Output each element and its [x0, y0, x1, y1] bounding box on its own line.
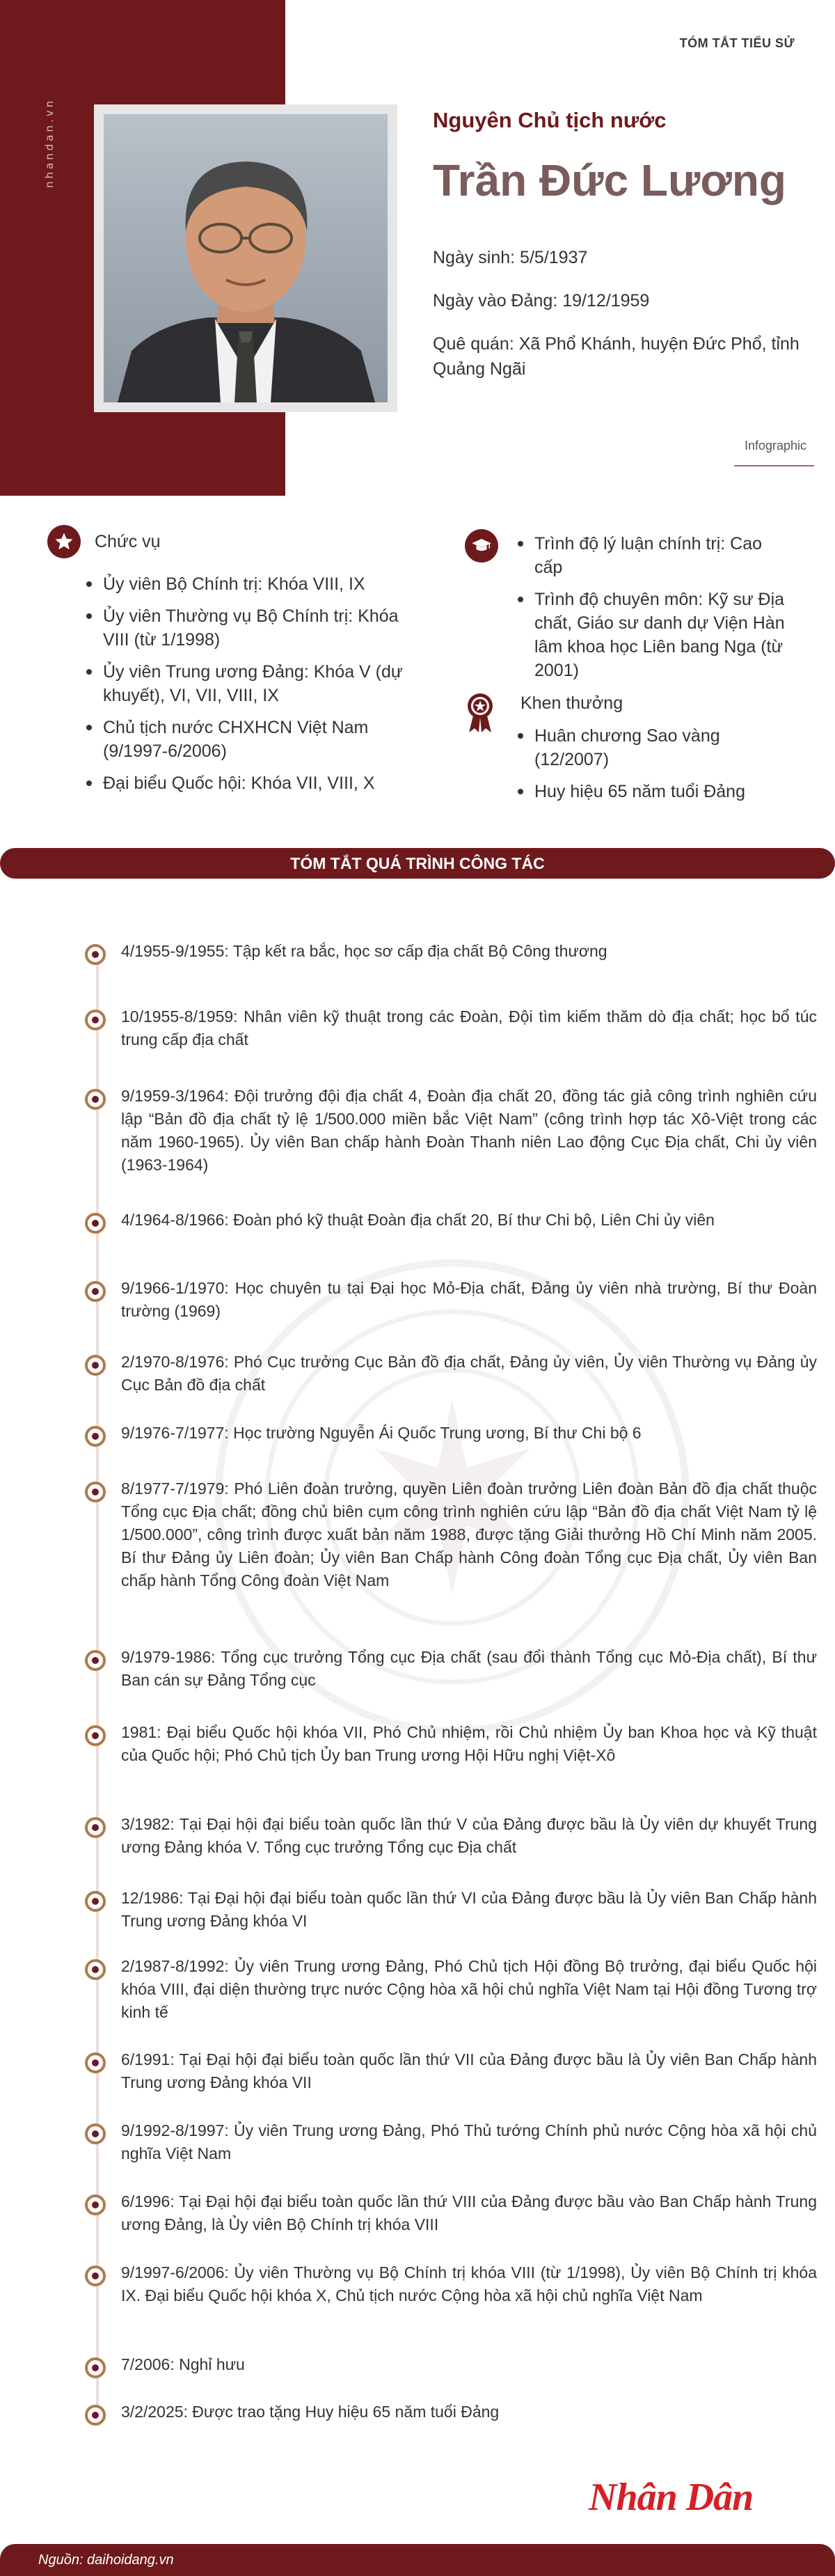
timeline-dot — [85, 1281, 106, 1302]
timeline-dot — [85, 1355, 106, 1376]
timeline-dot — [85, 1650, 106, 1671]
timeline-dot — [85, 2194, 106, 2215]
education-list — [515, 532, 793, 691]
timeline-dot — [85, 2123, 106, 2144]
timeline-text: 9/1997-6/2006: Ủy viên Thường vụ Bộ Chính trị khóa VIII (từ 1/1998), Ủy viên Bộ Chính trị khóa IX. Đại biểu Quốc hội khóa X, Chủ tịch nước Cộng hòa xã hội chủ nghĩa Việt Nam — [121, 2263, 817, 2304]
education-item: Trình độ lý luận chính trị: Cao cấp — [515, 532, 793, 579]
star-icon — [47, 525, 81, 558]
positions-heading: Chức vụ — [95, 532, 161, 551]
timeline-text: 7/2006: Nghỉ hưu — [121, 2355, 245, 2373]
position-item: Chủ tịch nước CHXHCN Việt Nam (9/1997-6/2006) — [84, 716, 411, 763]
timeline-dot — [85, 2052, 106, 2073]
awards-list — [515, 724, 793, 812]
infographic-label: Infographic — [745, 439, 807, 453]
timeline-dot — [85, 1213, 106, 1234]
timeline-title: TÓM TẮT QUÁ TRÌNH CÔNG TÁC — [290, 854, 545, 872]
timeline-dot — [85, 1959, 106, 1980]
portrait-photo — [104, 114, 388, 402]
person-name: Trần Đức Lương — [433, 155, 786, 205]
timeline-text: 9/1992-8/1997: Ủy viên Trung ương Đảng, Phó Thủ tướng Chính phủ nước Cộng hòa xã hội chủ nghĩa Việt Nam — [121, 2121, 817, 2162]
summary-section — [0, 515, 835, 822]
timeline-text: 6/1991: Tại Đại hội đại biểu toàn quốc lần thứ VII của Đảng được bầu là Ủy viên Ban Chấp hành Trung ương Đảng khóa VII — [121, 2050, 817, 2091]
timeline-dot — [85, 1426, 106, 1447]
position-item: Ủy viên Bộ Chính trị: Khóa VIII, IX — [84, 572, 411, 596]
medal-icon — [465, 692, 495, 734]
infographic-underline — [734, 465, 814, 466]
position-item: Ủy viên Trung ương Đảng: Khóa V (dự khuyết), VI, VII, VIII, IX — [84, 660, 411, 707]
timeline-text: 3/1982: Tại Đại hội đại biểu toàn quốc lần thứ V của Đảng được bầu là Ủy viên dự khuyết Trung ương Đảng khóa V. Tổng cục trưởng Tổng cục Địa chất — [121, 1815, 817, 1856]
timeline-dot — [85, 1089, 106, 1110]
timeline-text: 12/1986: Tại Đại hội đại biểu toàn quốc lần thứ VI của Đảng được bầu là Ủy viên Ban Chấp hành Trung ương Đảng khóa VI — [121, 1889, 817, 1930]
site-name-vertical: nhandan.vn — [43, 97, 56, 188]
position-item: Ủy viên Thường vụ Bộ Chính trị: Khóa VIII (từ 1/1998) — [84, 604, 411, 652]
timeline-text: 4/1955-9/1955: Tập kết ra bắc, học sơ cấp địa chất Bộ Công thương — [121, 942, 607, 960]
position-item: Đại biểu Quốc hội: Khóa VII, VIII, X — [84, 771, 411, 795]
timeline-dot — [85, 1010, 106, 1030]
timeline-text: 4/1964-8/1966: Đoàn phó kỹ thuật Đoàn địa chất 20, Bí thư Chi bộ, Liên Chi ủy viên — [121, 1211, 715, 1229]
portrait-illustration — [104, 114, 388, 402]
timeline-text: 9/1959-3/1964: Đội trưởng đội địa chất 4, Đoàn địa chất 20, đồng tác giả công trình nghiên cứu lập “Bản đồ địa chất tỷ lệ 1/500.000 miền bắc Việt Nam” (công trình hợp tác Xô-Việt trong các năm 1960-1965). Ủy viên Ban chấp hành Đoàn Thanh niên Lao động Cục Địa chất, Chi ủy viên (1963-1964) — [121, 1087, 817, 1174]
timeline-dot — [85, 2405, 106, 2426]
timeline-dot — [85, 944, 106, 965]
education-item: Trình độ chuyên môn: Kỹ sư Địa chất, Giáo sư danh dự Viện Hàn lâm khoa học Liên bang Nga (từ 2001) — [515, 588, 793, 682]
header — [0, 0, 835, 496]
timeline-text: 3/2/2025: Được trao tặng Huy hiệu 65 năm tuổi Đảng — [121, 2403, 500, 2421]
graduation-cap-icon — [465, 529, 498, 563]
award-item: Huy hiệu 65 năm tuổi Đảng — [515, 780, 793, 803]
timeline-text: 9/1976-7/1977: Học trường Nguyễn Ái Quốc Trung ương, Bí thư Chi bộ 6 — [121, 1424, 642, 1442]
timeline-text: 9/1966-1/1970: Học chuyên tu tại Đại học Mỏ-Địa chất, Đảng ủy viên nhà trường, Bí thư Đoàn trường (1969) — [121, 1279, 817, 1320]
award-item: Huân chương Sao vàng (12/2007) — [515, 724, 793, 771]
timeline-dot — [85, 2357, 106, 2378]
top-label: TÓM TẮT TIỂU SỬ — [679, 36, 795, 50]
timeline-text: 8/1977-7/1979: Phó Liên đoàn trưởng, quyền Liên đoàn trưởng Liên đoàn Bản đồ địa chất thuộc Tổng cục Địa chất; đồng chủ biên cụm công trình nghiên cứu lập “Bản đồ địa chất Việt Nam tỷ lệ 1/500.000”, công trình được xuất bản năm 1988, được tặng Giải thưởng Hồ Chí Minh năm 2005. Bí thư Đảng ủy Liên đoàn; Ủy viên Ban Chấp hành Công đoàn Tổng cục Địa chất, Ủy viên Ban chấp hành Tổng Công đoàn Việt Nam — [121, 1479, 817, 1589]
timeline-dot — [85, 1725, 106, 1746]
positions-list — [84, 572, 411, 803]
timeline-dot — [85, 1891, 106, 1912]
timeline-text: 10/1955-8/1959: Nhân viên kỹ thuật trong các Đoàn, Đội tìm kiếm thăm dò địa chất; học bổ túc trung cấp địa chất — [121, 1007, 817, 1049]
timeline-dot — [85, 1817, 106, 1838]
timeline-text: 6/1996: Tại Đại hội đại biểu toàn quốc lần thứ VIII của Đảng được bầu vào Ban Chấp hành Trung ương Đảng, là Ủy viên Bộ Chính trị khóa VIII — [121, 2192, 817, 2233]
timeline-text: 2/1970-8/1976: Phó Cục trưởng Cục Bản đồ địa chất, Đảng ủy viên, Ủy viên Thường vụ Đảng ủy Cục Bản đồ địa chất — [121, 1353, 817, 1394]
timeline — [0, 879, 835, 2445]
timeline-text: 2/1987-8/1992: Ủy viên Trung ương Đảng, Phó Chủ tịch Hội đồng Bộ trưởng, đại biểu Quốc hội khóa VIII, đại diện thường trực nước Cộng hòa xã hội chủ nghĩa Việt Nam tại Hội đồng Tương trợ kinh tế — [121, 1957, 817, 2021]
timeline-text: 1981: Đại biểu Quốc hội khóa VII, Phó Chủ nhiệm, rồi Chủ nhiệm Ủy ban Khoa học và Kỹ thuật của Quốc hội; Phó Chủ tịch Ủy ban Trung ương Hội Hữu nghị Việt-Xô — [121, 1723, 817, 1764]
portrait-frame — [94, 104, 397, 412]
hometown: Quê quán: Xã Phổ Khánh, huyện Đức Phổ, tỉnh Quảng Ngãi — [433, 334, 800, 379]
timeline-title-bar — [0, 848, 835, 879]
timeline-dot — [85, 1482, 106, 1502]
source-note: Nguồn: daihoidang.vn — [38, 2552, 174, 2568]
awards-heading: Khen thưởng — [520, 693, 623, 713]
footer-bar — [0, 2544, 835, 2576]
timeline-dot — [85, 2265, 106, 2286]
subtitle: Nguyên Chủ tịch nước — [433, 108, 667, 132]
party-join-date: Ngày vào Đảng: 19/12/1959 — [433, 291, 650, 311]
timeline-text: 9/1979-1986: Tổng cục trưởng Tổng cục Địa chất (sau đổi thành Tổng cục Mỏ-Địa chất), Bí thư Ban cán sự Đảng Tổng cục — [121, 1648, 817, 1689]
birth-date: Ngày sinh: 5/5/1937 — [433, 248, 588, 267]
nhandan-logo: Nhân Dân — [589, 2476, 754, 2519]
